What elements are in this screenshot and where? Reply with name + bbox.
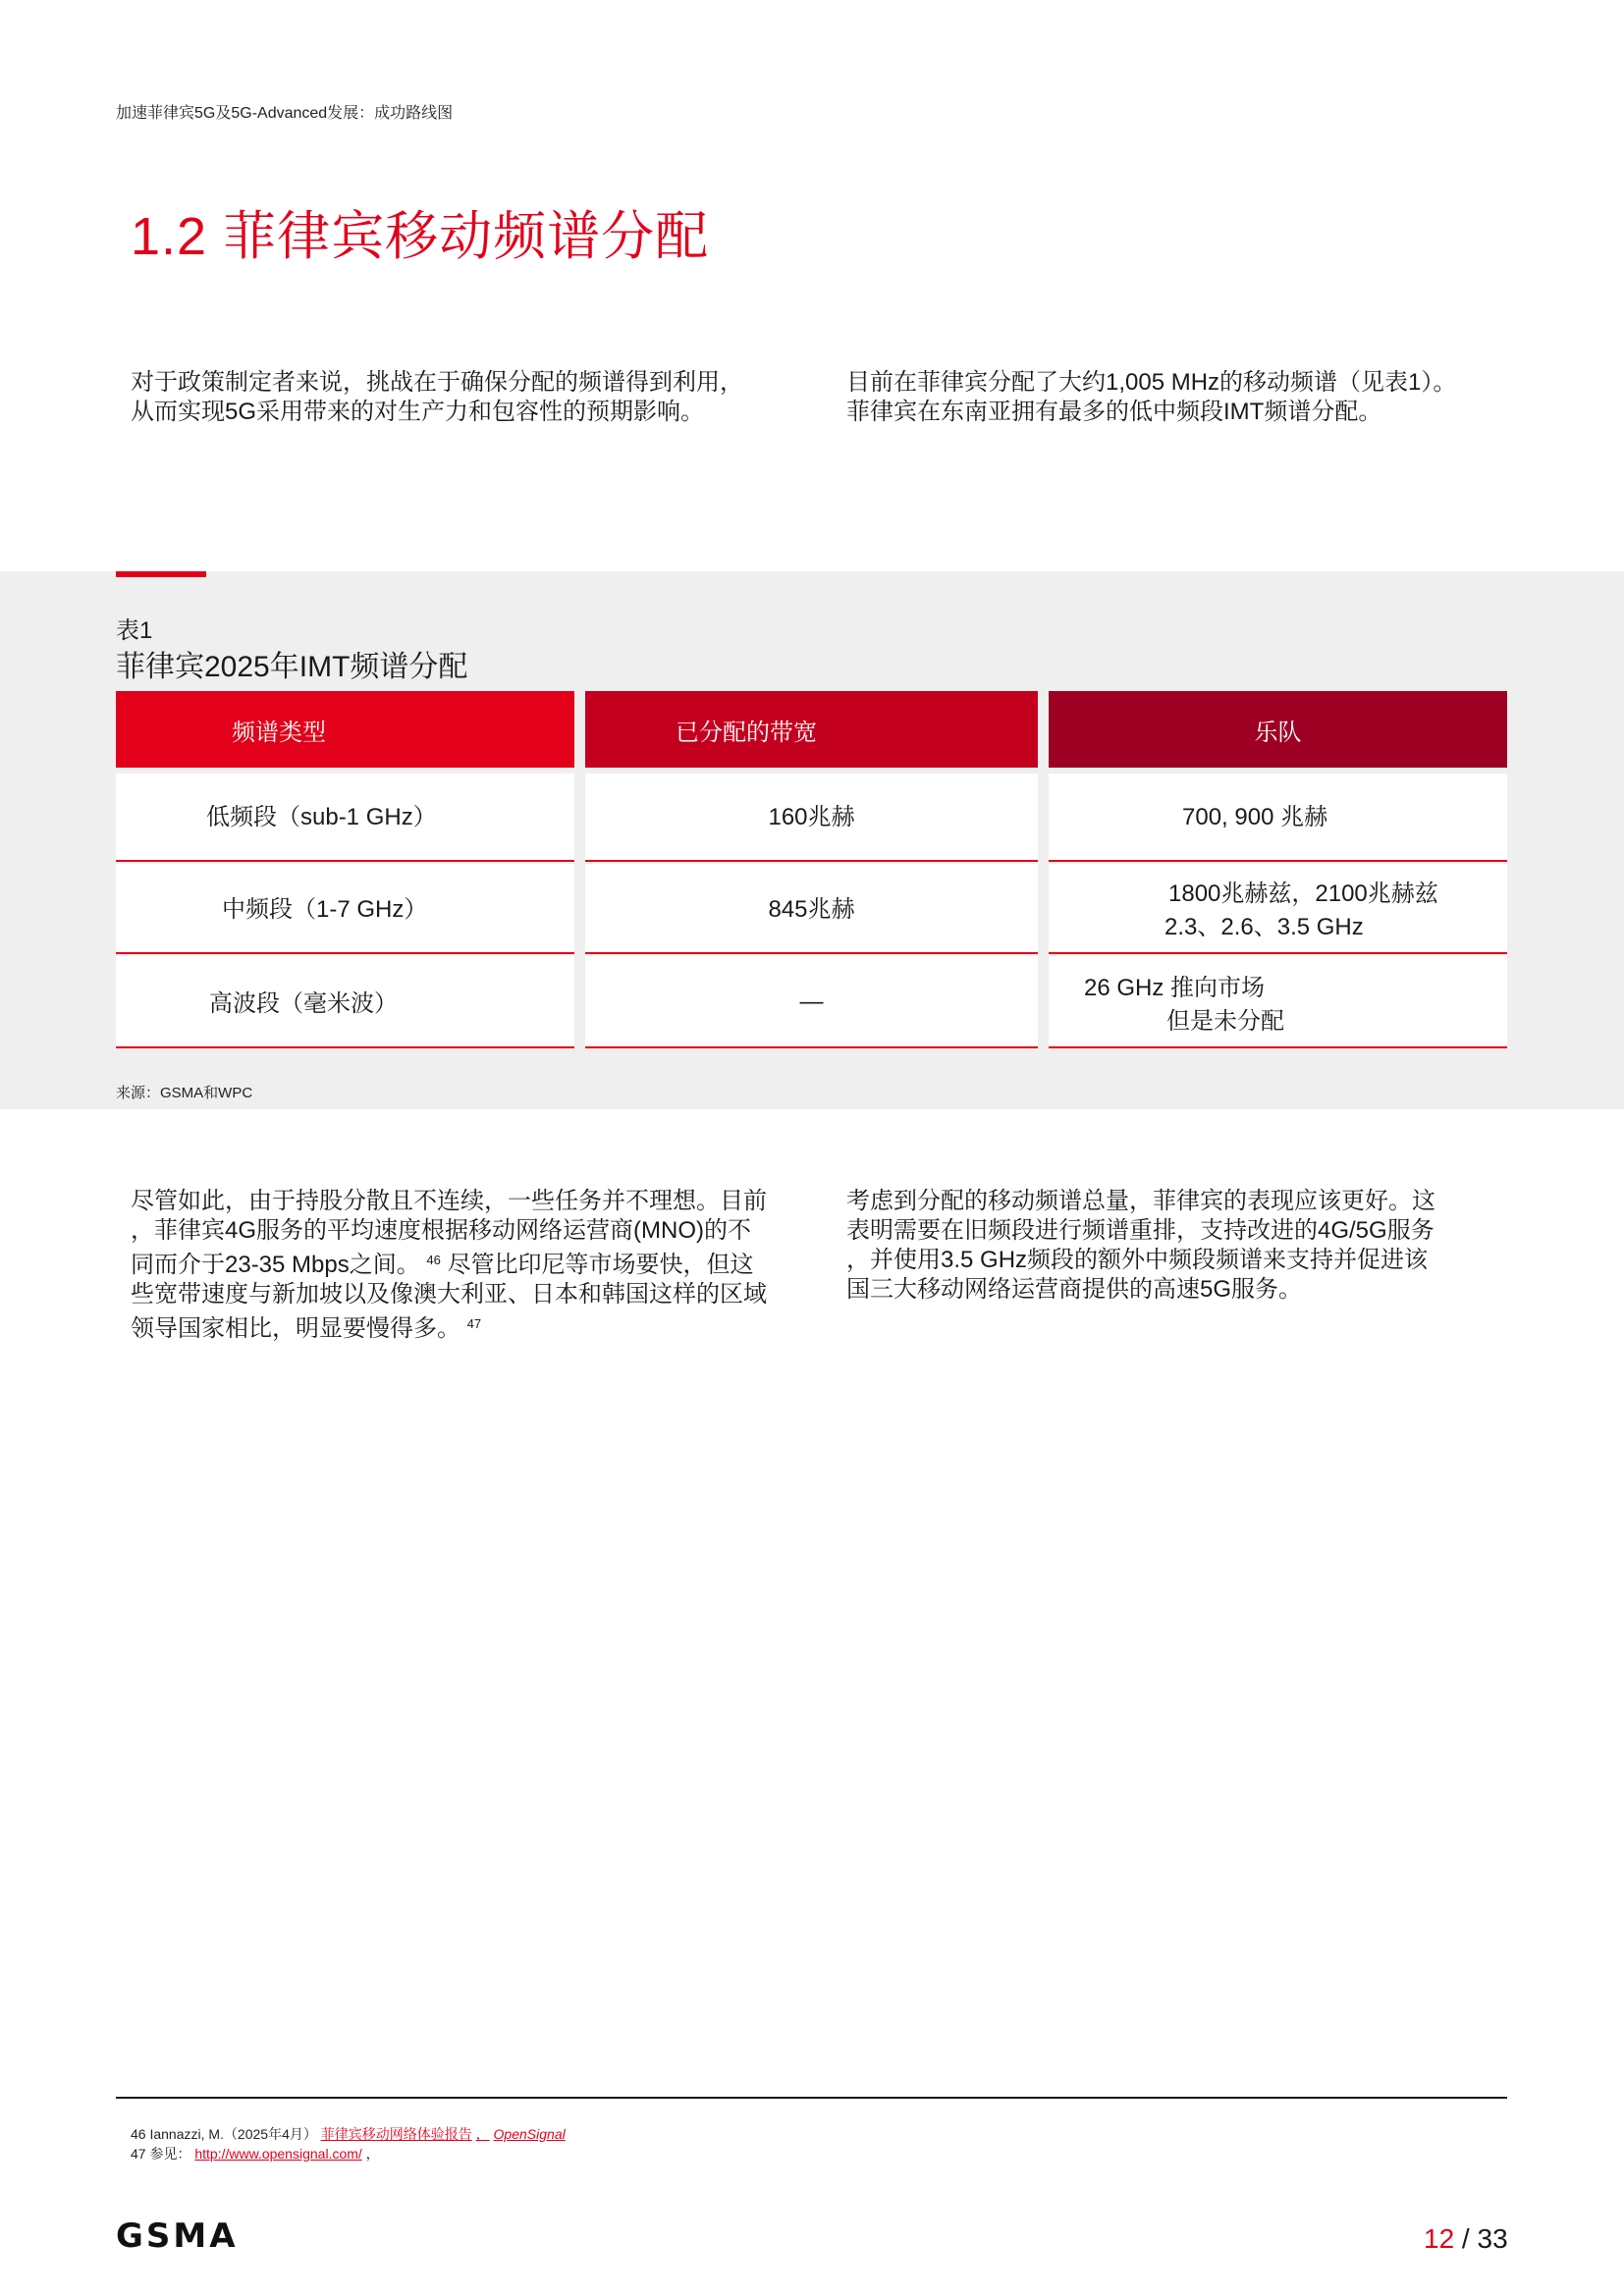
footnote-46 bbox=[131, 2124, 566, 2144]
body-line: 考虑到分配的移动频谱总量，菲律宾的表现应该更好。这 bbox=[846, 1188, 1435, 1214]
body-line: 国三大移动网络运营商提供的高速5G服务。 bbox=[846, 1276, 1303, 1303]
footnote-text: 46 Iannazzi, M.（2025年4月） bbox=[131, 2126, 317, 2142]
table-cell-type bbox=[116, 774, 574, 862]
running-header: 加速菲律宾5G及5G-Advanced发展：成功路线图 bbox=[116, 105, 454, 122]
cell-text: 1800兆赫兹，2100兆赫兹 bbox=[1168, 881, 1438, 907]
intro-left-line: 对于政策制定者来说，挑战在于确保分配的频谱得到利用， bbox=[131, 369, 743, 396]
table-header-band: 乐队 bbox=[1049, 691, 1507, 768]
body-line: ，菲律宾4G服务的平均速度根据移动网络运营商(MNO)的不 bbox=[131, 1217, 751, 1244]
body-right-paragraph bbox=[846, 1187, 1494, 1305]
body-text: 尽管比印尼等市场要快，但这 bbox=[447, 1252, 754, 1278]
page-separator: / bbox=[1454, 2223, 1478, 2254]
intro-left-paragraph bbox=[131, 368, 779, 427]
table-cell-bandwidth bbox=[585, 956, 1038, 1048]
table-header-bandwidth: 已分配的带宽 bbox=[585, 691, 1038, 768]
table-cell-band bbox=[1049, 864, 1507, 954]
body-line bbox=[131, 1246, 818, 1280]
footnote-ref-46[interactable]: 46 bbox=[426, 1253, 441, 1267]
footnote-text: ， bbox=[365, 2146, 380, 2162]
table-cell-type bbox=[116, 956, 574, 1048]
accent-bar bbox=[116, 571, 206, 577]
cell-text: 845兆赫 bbox=[768, 896, 855, 923]
cell-text: 26 GHz 推向市场 bbox=[1084, 975, 1266, 1001]
section-title: 1.2 菲律宾移动频谱分配 bbox=[131, 207, 710, 266]
body-line bbox=[131, 1309, 818, 1344]
cell-text: 低频段（sub-1 GHz） bbox=[206, 804, 437, 830]
intro-right-paragraph bbox=[846, 368, 1494, 427]
table-cell-band bbox=[1049, 774, 1507, 862]
footnote-separator: ， bbox=[475, 2126, 490, 2142]
footnote-link-report[interactable]: 菲律宾移动网络体验报告 bbox=[320, 2126, 472, 2142]
table-cell-bandwidth bbox=[585, 774, 1038, 862]
cell-text: 2.3、2.6、3.5 GHz bbox=[1164, 914, 1364, 940]
gsma-logo: GSMA bbox=[116, 2216, 239, 2256]
intro-right-line: 目前在菲律宾分配了大约1,005 MHz的移动频谱（见表1）。 bbox=[846, 369, 1457, 396]
footnote-divider bbox=[116, 2097, 1507, 2099]
footnote-47 bbox=[131, 2144, 380, 2163]
cell-text: 但是未分配 bbox=[1166, 1008, 1284, 1035]
table-header-spectrum-type: 频谱类型 bbox=[116, 691, 574, 768]
table-title: 菲律宾2025年IMT频谱分配 bbox=[116, 651, 468, 683]
page-total: 33 bbox=[1477, 2223, 1508, 2254]
body-text: 领导国家相比，明显要慢得多。 bbox=[131, 1315, 460, 1342]
cell-text: 中频段（1-7 GHz） bbox=[222, 896, 428, 923]
footnote-link-opensignal[interactable]: http://www.opensignal.com/ bbox=[194, 2146, 362, 2162]
cell-text: 700, 900 兆赫 bbox=[1182, 804, 1328, 830]
body-line: 表明需要在旧频段进行频谱重排，支持改进的4G/5G服务 bbox=[846, 1217, 1435, 1244]
cell-text: — bbox=[799, 988, 824, 1015]
footnote-link-source[interactable]: OpenSignal bbox=[493, 2126, 566, 2142]
table-cell-bandwidth bbox=[585, 864, 1038, 954]
footnote-ref-47[interactable]: 47 bbox=[466, 1316, 482, 1331]
body-line: 尽管如此，由于持股分散且不连续，一些任务并不理想。目前 bbox=[131, 1188, 767, 1214]
footnote-text: 47 参见： bbox=[131, 2146, 191, 2162]
intro-left-line: 从而实现5G采用带来的对生产力和包容性的预期影响。 bbox=[131, 399, 705, 425]
body-line: 些宽带速度与新加坡以及像澳大利亚、日本和韩国这样的区域 bbox=[131, 1281, 767, 1308]
page-current: 12 bbox=[1424, 2223, 1455, 2254]
page-number bbox=[1424, 2223, 1508, 2255]
cell-text: 高波段（毫米波） bbox=[209, 990, 398, 1017]
body-text: 同而介于23-35 Mbps之间。 bbox=[131, 1252, 420, 1278]
body-left-paragraph bbox=[131, 1187, 818, 1344]
cell-text: 160兆赫 bbox=[768, 804, 855, 830]
body-line: ，并使用3.5 GHz频段的额外中频段频谱来支持并促进该 bbox=[846, 1247, 1429, 1273]
table-label: 表1 bbox=[116, 617, 153, 644]
table-cell-band bbox=[1049, 956, 1507, 1048]
table-cell-type bbox=[116, 864, 574, 954]
table-source: 来源：GSMA和WPC bbox=[116, 1085, 253, 1101]
intro-right-line: 菲律宾在东南亚拥有最多的低中频段IMT频谱分配。 bbox=[846, 399, 1382, 425]
